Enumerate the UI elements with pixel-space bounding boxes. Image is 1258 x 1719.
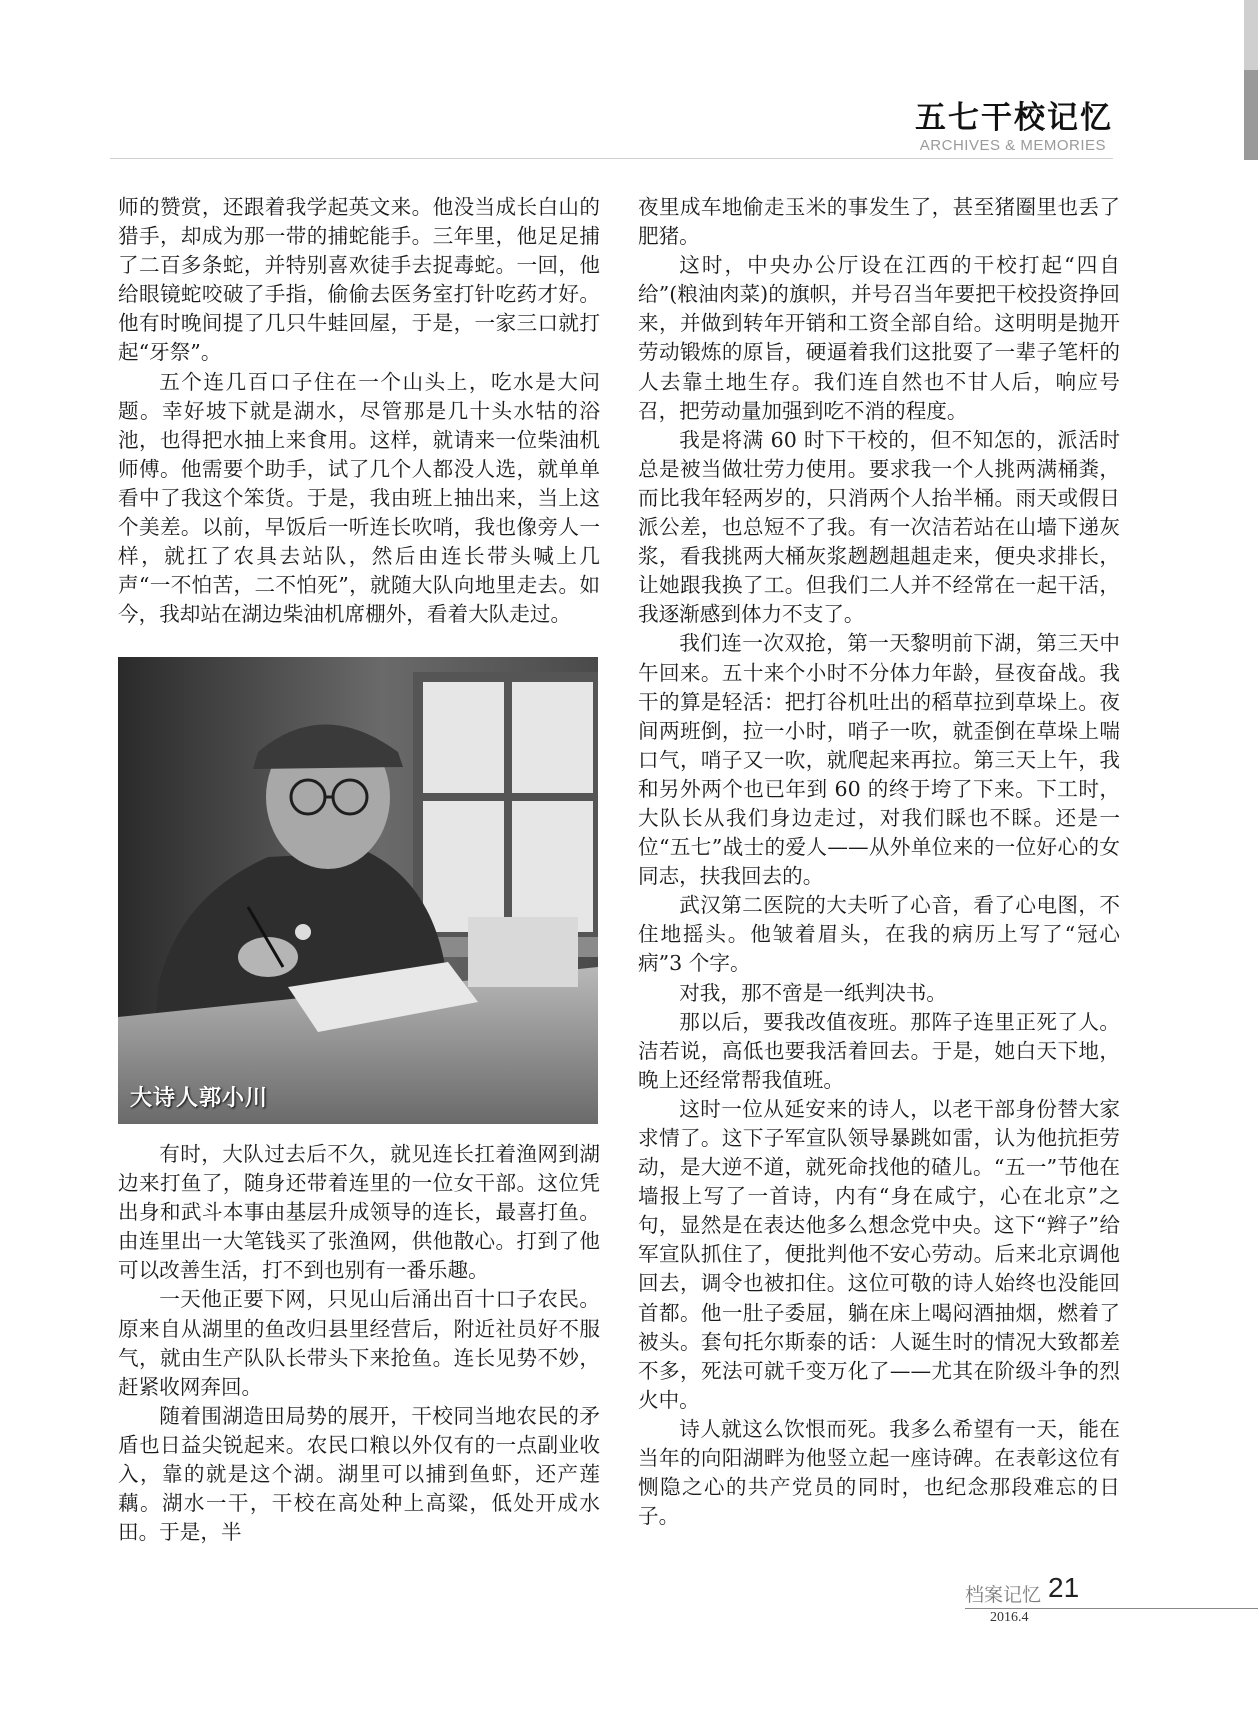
edge-tab-dark (1244, 70, 1258, 160)
paragraph: 诗人就这么饮恨而死。我多么希望有一天，能在当年的向阳湖畔为他竖立起一座诗碑。在表彰这位有恻隐之心的共产党员的同时，也纪念那段难忘的日子。 (638, 1416, 1120, 1529)
left-column-top (118, 193, 600, 629)
paragraph: 我是将满 60 时下干校的，但不知怎的，派活时总是被当做壮劳力使用。要求我一个人挑两满桶粪，而比我年轻两岁的，只消两个人抬半桶。雨天或假日派公差，也总短不了我。有一次洁若站在山墙下递灰浆，看我挑两大桶灰浆趔趔趄趄走来，便央求排长，让她跟我换了工。但我们二人并不经常在一起干活，我逐渐感到体力不支了。 (638, 427, 1120, 627)
paragraph: 随着围湖造田局势的展开，干校同当地农民的矛盾也日益尖锐起来。农民口粮以外仅有的一点副业收入，靠的就是这个湖。湖里可以捕到鱼虾，还产莲藕。湖水一干，干校在高处种上高粱，低处开成水田。于是，半 (118, 1403, 600, 1545)
section-title: 五七干校记忆 (915, 100, 1113, 136)
portrait-photo (118, 657, 598, 1124)
photo-caption: 大诗人郭小川 (130, 1085, 269, 1111)
left-column-bottom (118, 1140, 600, 1547)
photo-illustration (118, 657, 598, 1124)
footer-divider (965, 1608, 1258, 1609)
paragraph: 那以后，要我改值夜班。那阵子连里正死了人。洁若说，高低也要我活着回去。于是，她白天下地，晚上还经常帮我值班。 (638, 1009, 1120, 1092)
paragraph: 对我，那不啻是一纸判决书。 (679, 980, 947, 1005)
section-subtitle: ARCHIVES & MEMORIES (919, 137, 1106, 154)
paragraph: 五个连几百口子住在一个山头上，吃水是大问题。幸好坡下就是湖水，尽管那是几十头水牯的浴池，也得把水抽上来食用。这样，就请来一位柴油机师傅。他需要个助手，试了几个人都没人选，就单单看中了我这个笨货。于是，我由班上抽出来，当上这个美差。以前，早饭后一听连长吹哨，我也像旁人一样，就扛了农具去站队，然后由连长带头喊上几声“一不怕苦，二不怕死”，就随大队向地里走去。如今，我却站在湖边柴油机席棚外，看着大队走过。 (118, 369, 600, 627)
paragraph: 有时，大队过去后不久，就见连长扛着渔网到湖边来打鱼了，随身还带着连里的一位女干部。这位凭出身和武斗本事由基层升成领导的连长，最喜打鱼。由连里出一大笔钱买了张渔网，供他散心。打到了他可以改善生活，打不到也别有一番乐趣。 (118, 1142, 600, 1283)
paragraph: 一天他正要下网，只见山后涌出百十口子农民。原来自从湖里的鱼改归县里经营后，附近社员好不服气，就由生产队队长带头下来抢鱼。连长见势不妙，赶紧收网奔回。 (118, 1287, 600, 1399)
page-number: 21 (1048, 1572, 1080, 1603)
paragraph: 师的赞赏，还跟着我学起英文来。他没当成长白山的猎手，却成为那一带的捕蛇能手。三年里，他足足捕了二百多条蛇，并特别喜欢徒手去捉毒蛇。一回，他给眼镜蛇咬破了手指，偷偷去医务室打针吃药才好。他有时晚间提了几只牛蛙回屋，于是，一家三口就打起“牙祭”。 (118, 195, 600, 365)
right-column (638, 193, 1120, 1531)
header-divider (110, 158, 1113, 159)
paragraph: 这时，中央办公厅设在江西的干校打起“四自给”(粮油肉菜)的旗帜，并号召当年要把干校投资挣回来，并做到转年开销和工资全部自给。这明明是抛开劳动锻炼的原旨，硬逼着我们这批耍了一辈子笔杆的人去靠土地生存。我们连自然也不甘人后，响应号召，把劳动量加强到吃不消的程度。 (638, 253, 1120, 423)
paragraph: 这时一位从延安来的诗人，以老干部身份替大家求情了。这下子军宣队领导暴跳如雷，认为他抗拒劳动，是大逆不道，就死命找他的碴儿。“五一”节他在墙报上写了一首诗，内有“身在咸宁，心在北京”之句，显然是在表达他多么想念党中央。这下“辫子”给军宣队抓住了，便批判他不安心劳动。后来北京调他回去，调令也被扣住。这位可敬的诗人始终也没能回首都。他一肚子委屈，躺在床上喝闷酒抽烟，燃着了被头。套句托尔斯泰的话：人诞生时的情况大致都差不多，死法可就千变万化了——尤其在阶级斗争的烈火中。 (638, 1096, 1120, 1412)
paragraph: 我们连一次双抢，第一天黎明前下湖，第三天中午回来。五十来个小时不分体力年龄，昼夜奋战。我干的算是轻活：把打谷机吐出的稻草拉到草垛上。夜间两班倒，拉一小时，哨子一吹，就歪倒在草垛上喘口气，哨子又一吹，就爬起来再拉。第三天上午，我和另外两个也已年到 60 的终于垮了下来。下工时，大队长从我们身边走过，对我们睬也不睬。还是一位“五七”战士的爱人——从外单位来的一位好心的女同志，扶我回去的。 (638, 631, 1120, 889)
paragraph: 夜里成车地偷走玉米的事发生了，甚至猪圈里也丢了肥猪。 (638, 195, 1120, 249)
magazine-name: 档案记忆 (965, 1584, 1042, 1606)
paragraph: 武汉第二医院的大夫听了心音，看了心电图，不住地摇头。他皱着眉头，在我的病历上写了“冠心病”3 个字。 (638, 893, 1120, 976)
issue-number: 2016.4 (990, 1610, 1029, 1625)
